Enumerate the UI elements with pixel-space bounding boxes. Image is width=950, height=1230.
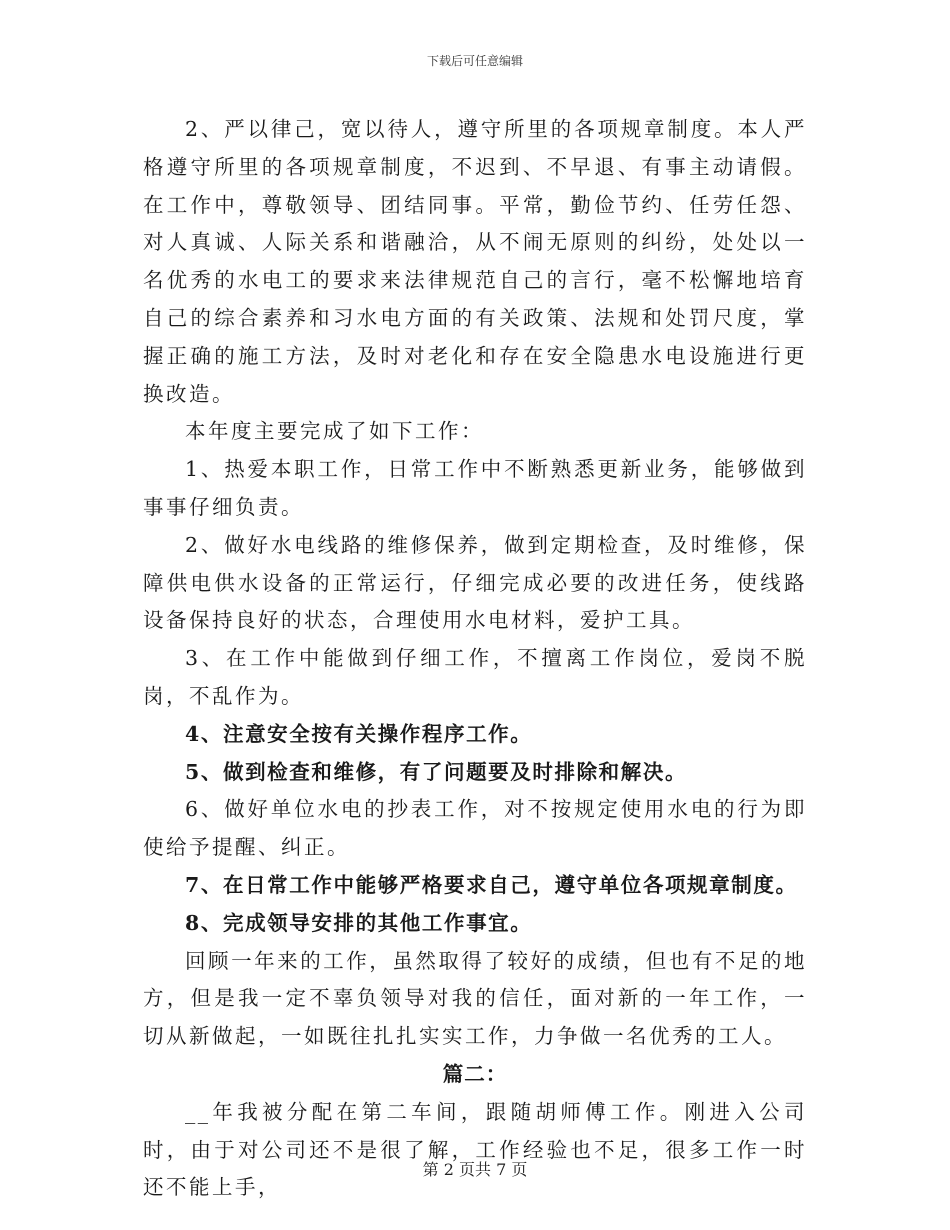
paragraph-6: 4、注意安全按有关操作程序工作。 bbox=[185, 721, 533, 746]
paragraph-8: 6、做好单位水电的抄表工作，对不按规定使用水电的行为即使给予提醒、纠正。 bbox=[143, 797, 807, 860]
paragraph-7: 5、做到检查和维修，有了问题要及时排除和解决。 bbox=[185, 759, 688, 784]
paragraph-12: __年我被分配在第二车间，跟随胡师傅工作。刚进入公司时，由于对公司还不是很了解，工作经验也不足，很多工作一时还不能上手， bbox=[143, 1099, 807, 1200]
paragraph-9: 7、在日常工作中能够严格要求自己，遵守单位各项规章制度。 bbox=[185, 872, 798, 897]
paragraph-10: 8、完成领导安排的其他工作事宜。 bbox=[185, 910, 533, 935]
page-number: 第 2 页共 7 页 bbox=[422, 1160, 528, 1179]
document-body bbox=[143, 111, 807, 1207]
paragraph-5: 3、在工作中能做到仔细工作，不擅离工作岗位，爱岗不脱岗，不乱作为。 bbox=[143, 646, 807, 708]
paragraph-11: 回顾一年来的工作，虽然取得了较好的成绩，但也有不足的地方，但是我一定不辜负领导对我的信任，面对新的一年工作，一切从新做起，一如既往扎扎实实工作，力争做一名优秀的工人。 bbox=[143, 948, 807, 1049]
paragraph-3: 1、热爱本职工作，日常工作中不断熟悉更新业务，能够做到事事仔细负责。 bbox=[143, 457, 807, 519]
section-heading: 篇二： bbox=[442, 1061, 508, 1086]
paragraph-1: 2、严以律己，宽以待人，遵守所里的各项规章制度。本人严格遵守所里的各项规章制度，不迟到、不早退、有事主动请假。在工作中，尊敬领导、团结同事。平常，勤俭节约、任劳任怨、对人真诚、人际关系和谐融洽，从不闹无原则的纠纷，处处以一名优秀的水电工的要求来法律规范自己的言行，毫不松懈地培育自己的综合素养和习水电方面的有关政策、法规和处罚尺度，掌握正确的施工方法，及时对老化和存在安全隐患水电设施进行更换改造。 bbox=[143, 117, 807, 406]
paragraph-4: 2、做好水电线路的维修保养，做到定期检查，及时维修，保障供电供水设备的正常运行，仔细完成必要的改进任务，使线路设备保持良好的状态，合理使用水电材料，爱护工具。 bbox=[143, 532, 807, 633]
page-header: 下载后可任意编辑 bbox=[426, 54, 523, 68]
paragraph-2: 本年度主要完成了如下工作： bbox=[185, 419, 484, 444]
